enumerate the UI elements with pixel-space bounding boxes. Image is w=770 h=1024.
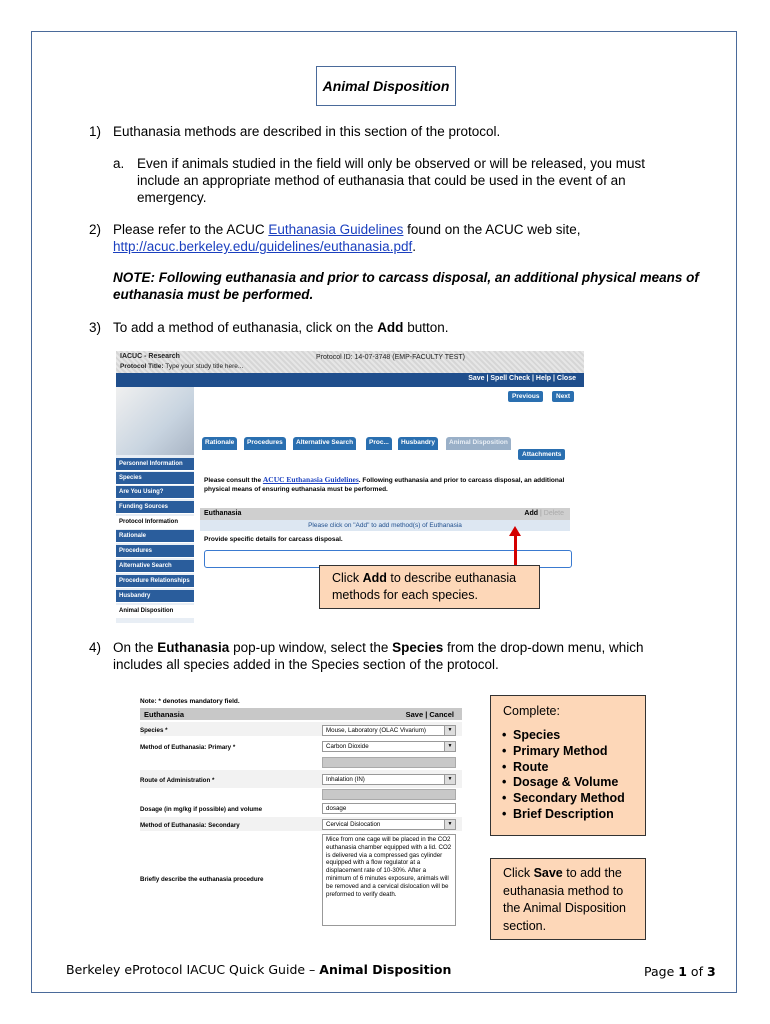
page-number: Page 1 of 3 xyxy=(644,964,716,979)
carcass-disposal-label: Provide specific details for carcass disposal. xyxy=(204,536,343,543)
primary-method-select[interactable]: Carbon Dioxide ▼ xyxy=(322,741,456,752)
item-text: Please refer to the ACUC Euthanasia Guidelines found on the ACUC web site, http://acuc.berkeley.edu/guidelines/euthanasia.pdf. xyxy=(113,222,581,254)
chevron-down-icon: ▼ xyxy=(444,820,455,829)
item-text: On the Euthanasia pop-up window, select the Species from the drop-down menu, which includes all species added in the Species section of the protocol. xyxy=(113,640,644,672)
sidebar-photo xyxy=(116,387,194,455)
item-number: 3) xyxy=(89,320,102,335)
tab-rationale[interactable]: Rationale xyxy=(202,437,237,450)
callout-add: Click Add to describe euthanasia methods for each species. xyxy=(319,565,540,609)
previous-button[interactable]: Previous xyxy=(508,391,543,402)
tab-proc[interactable]: Proc... xyxy=(366,437,392,450)
route-other xyxy=(322,789,456,800)
footer-title: Berkeley eProtocol IACUC Quick Guide – Animal Disposition xyxy=(66,962,452,977)
nav-item-rationale[interactable]: Rationale xyxy=(116,530,194,543)
save-cancel-links[interactable]: Save | Cancel xyxy=(405,710,454,719)
nav-item-procedures[interactable]: Procedures xyxy=(116,545,194,558)
route-label: Route of Administration * xyxy=(140,777,215,784)
item-number: 2) xyxy=(89,222,102,237)
list-item: • Route xyxy=(513,760,625,776)
attachments-button[interactable]: Attachments xyxy=(518,449,565,460)
item-text: To add a method of euthanasia, click on the Add button. xyxy=(113,320,449,335)
procedure-description-textarea[interactable]: Mice from one cage will be placed in the CO2 euthanasia chamber equipped with a lid. CO2 is delivered via a compressed gas cylinder equipped with a flow regulator at a displacement rate of 10-30%. After a minimum of 6 minutes exposure, animals will be removed and a cervical dislocation will be preformed to verify death. xyxy=(322,834,456,926)
dosage-input[interactable]: dosage xyxy=(322,803,456,814)
item-number: 4) xyxy=(89,640,102,655)
nav-item-species[interactable]: Species xyxy=(116,472,194,485)
procedure-description-label: Briefly describe the euthanasia procedure xyxy=(140,876,264,883)
list-item: • Species xyxy=(513,728,625,744)
arrow-shaft xyxy=(514,534,517,566)
note-text: NOTE: Following euthanasia and prior to carcass disposal, an additional physical means of euthanasia must be performed. xyxy=(113,270,699,302)
page-title: Animal Disposition xyxy=(316,66,456,106)
arrow-up-icon xyxy=(509,526,521,536)
mandatory-note: Note: * denotes mandatory field. xyxy=(140,698,240,705)
add-button[interactable]: Add xyxy=(524,510,539,517)
screenshot-euthanasia-popup xyxy=(136,696,466,930)
nav-item-funding[interactable]: Funding Sources xyxy=(116,501,194,514)
item-number: a. xyxy=(113,156,125,171)
protocol-title-value: Type your study title here... xyxy=(165,363,244,370)
list-item: • Secondary Method xyxy=(513,791,625,807)
app-header: IACUC - Research Protocol Title: Type your study title here... Protocol ID: 14-07-3748 (EMP-FACULTY TEST) xyxy=(116,351,584,373)
acuc-guidelines-link[interactable]: ACUC Euthanasia Guidelines xyxy=(262,475,359,484)
secondary-method-label: Method of Euthanasia: Secondary xyxy=(140,822,240,829)
chevron-down-icon: ▼ xyxy=(444,726,455,735)
euthanasia-section-header: Euthanasia Add | Delete xyxy=(200,508,570,520)
item-text: Euthanasia methods are described in this section of the protocol. xyxy=(113,124,501,139)
nav-item-are-you-using[interactable]: Are You Using? xyxy=(116,486,194,499)
item-text: Even if animals studied in the field will only be observed or will be released, you must include an appropriate method of euthanasia that could be used in the event of an emergency. xyxy=(137,156,646,205)
dosage-label: Dosage (in mg/kg if possible) and volume xyxy=(140,806,263,813)
euthanasia-pdf-link[interactable]: http://acuc.berkeley.edu/guidelines/euthanasia.pdf xyxy=(113,239,413,254)
toolbar xyxy=(116,373,584,387)
species-label: Species * xyxy=(140,727,168,734)
list-item: • Dosage & Volume xyxy=(513,775,625,791)
item-number: 1) xyxy=(89,124,102,139)
nav-item-husbandry[interactable]: Husbandry xyxy=(116,590,194,603)
chevron-down-icon: ▼ xyxy=(444,775,455,784)
euthanasia-guidelines-link[interactable]: Euthanasia Guidelines xyxy=(268,222,404,237)
species-select[interactable]: Mouse, Laboratory (OLAC Vivarium) ▼ xyxy=(322,725,456,736)
add-instruction: Please click on "Add" to add method(s) of Euthanasia xyxy=(200,520,570,531)
toolbar-links[interactable]: Save | Spell Check | Help | Close xyxy=(468,375,576,382)
list-item: • Brief Description xyxy=(513,807,625,823)
tab-husbandry[interactable]: Husbandry xyxy=(398,437,438,450)
nav-item-protocol-info[interactable]: Protocol Information xyxy=(116,516,194,529)
callout-complete: Complete: • Species • Primary Method • Route • Dosage & Volume • Secondary Method • Brief Description xyxy=(490,695,646,836)
next-button[interactable]: Next xyxy=(552,391,574,402)
nav-item-personnel[interactable]: Personnel Information xyxy=(116,458,194,471)
chevron-down-icon: ▼ xyxy=(444,742,455,751)
delete-button[interactable]: Delete xyxy=(543,510,564,517)
primary-method-other xyxy=(322,757,456,768)
nav-item-proc-relationships[interactable]: Procedure Relationships xyxy=(116,575,194,588)
route-select[interactable]: Inhalation (IN) ▼ xyxy=(322,774,456,785)
tab-animal-disposition[interactable]: Animal Disposition xyxy=(446,437,511,450)
nav-item-alt-search[interactable]: Alternative Search xyxy=(116,560,194,573)
protocol-id: Protocol ID: 14-07-3748 (EMP-FACULTY TEST) xyxy=(316,354,465,361)
app-title: IACUC - Research xyxy=(120,353,180,360)
list-item: • Primary Method xyxy=(513,744,625,760)
callout-save: Click Save to add the euthanasia method to the Animal Disposition section. xyxy=(490,858,646,940)
popup-header: Euthanasia Save | Cancel xyxy=(140,708,462,720)
secondary-method-select[interactable]: Cervical Dislocation ▼ xyxy=(322,819,456,830)
primary-method-label: Method of Euthanasia: Primary * xyxy=(140,744,236,751)
nav-item-animal-disposition[interactable]: Animal Disposition xyxy=(116,605,194,618)
consult-text: Please consult the ACUC Euthanasia Guidelines. Following euthanasia and prior to carcass disposal, an additional physical means of ensuring euthanasia must be performed. xyxy=(204,475,565,493)
tab-procedures[interactable]: Procedures xyxy=(244,437,286,450)
tab-alternative-search[interactable]: Alternative Search xyxy=(293,437,356,450)
complete-list xyxy=(491,728,625,823)
